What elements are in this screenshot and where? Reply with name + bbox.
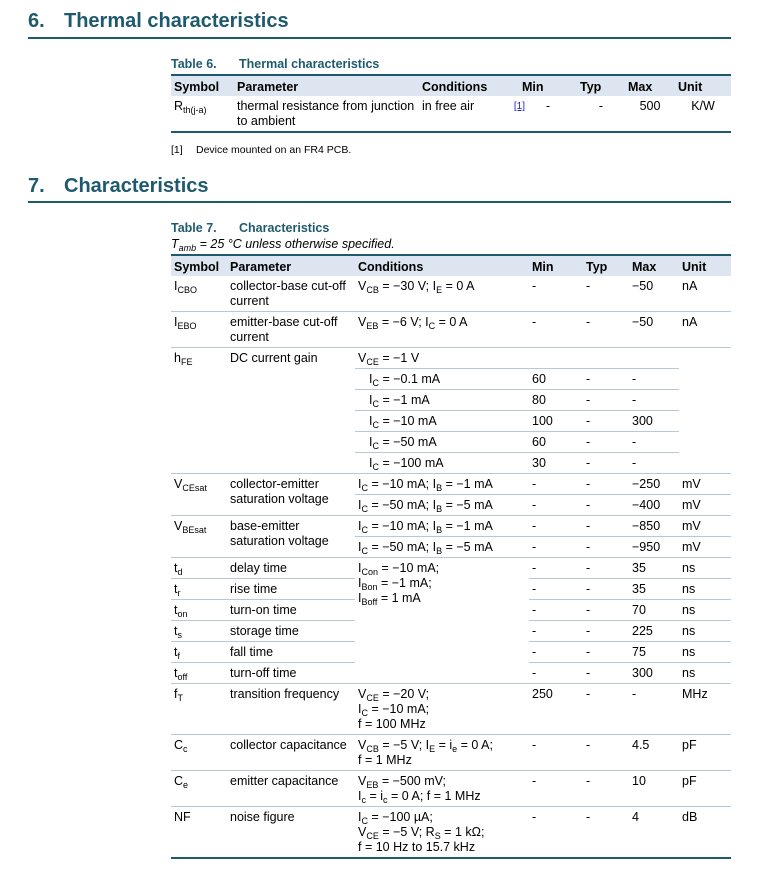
typ-cell: - [583, 474, 629, 495]
table-number: Table 7. [171, 221, 217, 235]
max-cell: −50 [629, 312, 679, 348]
unit-cell: nA [679, 276, 731, 312]
min-cell: - [529, 516, 583, 537]
conditions-cell: $V_{EB} = -6$ V; $I_C = 0$ A [355, 312, 529, 348]
min-cell: - [529, 579, 583, 600]
parameter-cell: delay time [227, 558, 355, 579]
conditions-cell: $I_{Con} = -10$ mA; $I_{Bon} = -1$ mA; $I_{Boff} = 1$ mA [355, 558, 529, 684]
max-cell: 4.5 [629, 735, 679, 771]
min-cell: - [529, 495, 583, 516]
unit-cell: MHz [679, 684, 731, 735]
max-cell: 4 [629, 807, 679, 859]
min-cell: - [529, 537, 583, 558]
table-number: Table 6. [171, 57, 217, 71]
min-cell: - [529, 312, 583, 348]
table-row [171, 474, 731, 495]
conditions-cell: $I_C = -50$ mA; $I_B = -5$ mA [355, 537, 529, 558]
table-row [171, 312, 731, 348]
symbol-cell: $t_s$ [171, 621, 227, 642]
unit-cell: pF [679, 735, 731, 771]
symbol-cell: $R_{th(j-a)}$ [171, 96, 234, 132]
min-cell: 80 [529, 390, 583, 411]
typ-cell: - [583, 276, 629, 312]
typ-cell: - [583, 369, 629, 390]
conditions-cell: in free air [1] [419, 96, 519, 132]
col-header: Min [529, 255, 583, 276]
symbol-cell: $t_r$ [171, 579, 227, 600]
footnote-link[interactable]: [1] [513, 101, 525, 112]
parameter-cell: emitter-base cut-off current [227, 312, 355, 348]
max-cell: 70 [629, 600, 679, 621]
min-cell: - [529, 600, 583, 621]
table-row [171, 684, 731, 735]
col-header: Conditions [355, 255, 529, 276]
min-cell: 30 [529, 453, 583, 474]
max-cell: 35 [629, 558, 679, 579]
conditions-cell: $I_C = -50$ mA; $I_B = -5$ mA [355, 495, 529, 516]
col-header: Unit [679, 255, 731, 276]
unit-cell: ns [679, 663, 731, 684]
conditions-cell: $V_{CB} = -30$ V; $I_E = 0$ A [355, 276, 529, 312]
symbol-cell: $V_{CEsat}$ [171, 474, 227, 516]
table-row [171, 807, 731, 859]
parameter-cell: storage time [227, 621, 355, 642]
parameter-cell: fall time [227, 642, 355, 663]
col-header: Typ [583, 255, 629, 276]
parameter-cell: base-emitter saturation voltage [227, 516, 355, 558]
max-cell: −50 [629, 276, 679, 312]
conditions-cell: $I_C = -10$ mA; $I_B = -1$ mA [355, 474, 529, 495]
max-cell: - [629, 684, 679, 735]
typ-cell: - [583, 600, 629, 621]
thermal-table [171, 74, 731, 133]
col-header: Max [625, 75, 675, 96]
max-cell: 300 [629, 663, 679, 684]
typ-cell: - [583, 432, 629, 453]
section-7-heading [28, 175, 209, 198]
parameter-cell: collector-emitter saturation voltage [227, 474, 355, 516]
min-cell: - [529, 663, 583, 684]
parameter-cell: collector-base cut-off current [227, 276, 355, 312]
conditions-cell: $I_C = -1$ mA [355, 390, 529, 411]
conditions-cell: $I_C = -0.1$ mA [355, 369, 529, 390]
conditions-cell: $I_C = -100$ mA [355, 453, 529, 474]
unit-cell: mV [679, 516, 731, 537]
symbol-cell: $t_d$ [171, 558, 227, 579]
unit-cell: ns [679, 621, 731, 642]
unit-cell: pF [679, 771, 731, 807]
max-cell: 300 [629, 411, 679, 432]
max-cell: 35 [629, 579, 679, 600]
typ-cell: - [583, 642, 629, 663]
symbol-cell: $I_{EBO}$ [171, 312, 227, 348]
conditions-cell: $I_C = -10$ mA; $I_B = -1$ mA [355, 516, 529, 537]
parameter-cell: noise figure [227, 807, 355, 859]
unit-cell: dB [679, 807, 731, 859]
parameter-cell: turn-on time [227, 600, 355, 621]
max-cell: - [629, 453, 679, 474]
col-header: Min [519, 75, 577, 96]
unit-cell: nA [679, 312, 731, 348]
max-cell: 10 [629, 771, 679, 807]
min-cell: - [529, 771, 583, 807]
unit-cell: ns [679, 579, 731, 600]
table-6-caption [171, 57, 379, 71]
col-header: Conditions [419, 75, 519, 96]
unit-cell: ns [679, 642, 731, 663]
min-cell: 60 [529, 432, 583, 453]
min-cell: - [529, 621, 583, 642]
symbol-cell: $C_c$ [171, 735, 227, 771]
typ-cell: - [577, 96, 625, 132]
parameter-cell: DC current gain [227, 348, 355, 474]
conditions-cell: $I_C = -10$ mA [355, 411, 529, 432]
section-number: 6. [28, 10, 45, 32]
section-title: Characteristics [64, 175, 209, 197]
typ-cell: - [583, 453, 629, 474]
max-cell: −250 [629, 474, 679, 495]
footnote-text: Device mounted on an FR4 PCB. [196, 144, 352, 156]
section-title: Thermal characteristics [64, 10, 289, 32]
col-header: Unit [675, 75, 731, 96]
typ-cell: - [583, 558, 629, 579]
table-row [171, 735, 731, 771]
typ-cell: - [583, 537, 629, 558]
symbol-cell: NF [171, 807, 227, 859]
min-cell: 60 [529, 369, 583, 390]
max-cell: −850 [629, 516, 679, 537]
typ-cell: - [583, 312, 629, 348]
min-cell: - [529, 276, 583, 312]
typ-cell: - [583, 663, 629, 684]
min-cell: - [529, 642, 583, 663]
footnote-number: [1] [171, 144, 183, 156]
max-cell: - [629, 432, 679, 453]
max-cell: −950 [629, 537, 679, 558]
table-row [171, 558, 731, 579]
table-header-row [171, 75, 731, 96]
max-cell: 225 [629, 621, 679, 642]
parameter-cell: thermal resistance from junction to ambient [234, 96, 419, 132]
table-condition-note: $T_{amb} = 25$ °C unless otherwise specified. [171, 237, 395, 253]
unit-cell: mV [679, 537, 731, 558]
table-title: Thermal characteristics [239, 57, 380, 71]
conditions-cell: $V_{CE} = -1$ V [355, 348, 529, 369]
typ-cell: - [583, 579, 629, 600]
typ-cell: - [583, 390, 629, 411]
unit-cell: mV [679, 474, 731, 495]
symbol-cell: $h_{FE}$ [171, 348, 227, 474]
parameter-cell: rise time [227, 579, 355, 600]
typ-cell: - [583, 411, 629, 432]
symbol-cell: $t_f$ [171, 642, 227, 663]
unit-cell: ns [679, 558, 731, 579]
typ-cell: - [583, 771, 629, 807]
typ-cell: - [583, 621, 629, 642]
table-row [171, 516, 731, 537]
table-title: Characteristics [239, 221, 330, 235]
max-cell: - [629, 369, 679, 390]
min-cell: 250 [529, 684, 583, 735]
table-row [171, 96, 731, 132]
min-cell: - [519, 96, 577, 132]
typ-cell: - [583, 495, 629, 516]
symbol-cell: $V_{BEsat}$ [171, 516, 227, 558]
typ-cell: - [583, 807, 629, 859]
col-header: Parameter [234, 75, 419, 96]
col-header: Symbol [171, 255, 227, 276]
table-7-caption [171, 221, 329, 235]
col-header: Typ [577, 75, 625, 96]
conditions-cell: $V_{CE} = -20$ V; $I_C = -10$ mA; f = 100 MHz [355, 684, 529, 735]
conditions-cell: $I_C = -100$ µA; $V_{CE} = -5$ V; $R_S = 1$ kΩ; f = 10 Hz to 15.7 kHz [355, 807, 529, 859]
section-6-heading [28, 10, 289, 33]
parameter-cell: transition frequency [227, 684, 355, 735]
typ-cell: - [583, 684, 629, 735]
symbol-cell: $f_T$ [171, 684, 227, 735]
min-cell: 100 [529, 411, 583, 432]
max-cell: 500 [625, 96, 675, 132]
symbol-cell: $I_{CBO}$ [171, 276, 227, 312]
characteristics-table [171, 254, 731, 859]
min-cell: - [529, 807, 583, 859]
min-cell: - [529, 474, 583, 495]
table-row [171, 771, 731, 807]
min-cell: - [529, 558, 583, 579]
typ-cell: - [583, 735, 629, 771]
section-rule [28, 37, 731, 39]
col-header: Parameter [227, 255, 355, 276]
section-number: 7. [28, 175, 45, 197]
symbol-cell: $C_e$ [171, 771, 227, 807]
conditions-cell: $I_C = -50$ mA [355, 432, 529, 453]
unit-cell: ns [679, 600, 731, 621]
max-cell: - [629, 390, 679, 411]
max-cell: 75 [629, 642, 679, 663]
typ-cell: - [583, 516, 629, 537]
max-cell: −400 [629, 495, 679, 516]
table-row [171, 276, 731, 312]
min-cell: - [529, 735, 583, 771]
section-rule [28, 201, 731, 203]
unit-cell: mV [679, 495, 731, 516]
parameter-cell: turn-off time [227, 663, 355, 684]
conditions-cell: $V_{CB} = -5$ V; $I_E = i_e = 0$ A; f = 1 MHz [355, 735, 529, 771]
symbol-cell: $t_{off}$ [171, 663, 227, 684]
table-row [171, 348, 731, 369]
table-header-row [171, 255, 731, 276]
parameter-cell: collector capacitance [227, 735, 355, 771]
conditions-cell: $V_{EB} = -500$ mV; $I_c = i_c = 0$ A; f = 1 MHz [355, 771, 529, 807]
symbol-cell: $t_{on}$ [171, 600, 227, 621]
parameter-cell: emitter capacitance [227, 771, 355, 807]
col-header: Max [629, 255, 679, 276]
col-header: Symbol [171, 75, 234, 96]
unit-cell: K/W [675, 96, 731, 132]
footnote [171, 144, 351, 156]
